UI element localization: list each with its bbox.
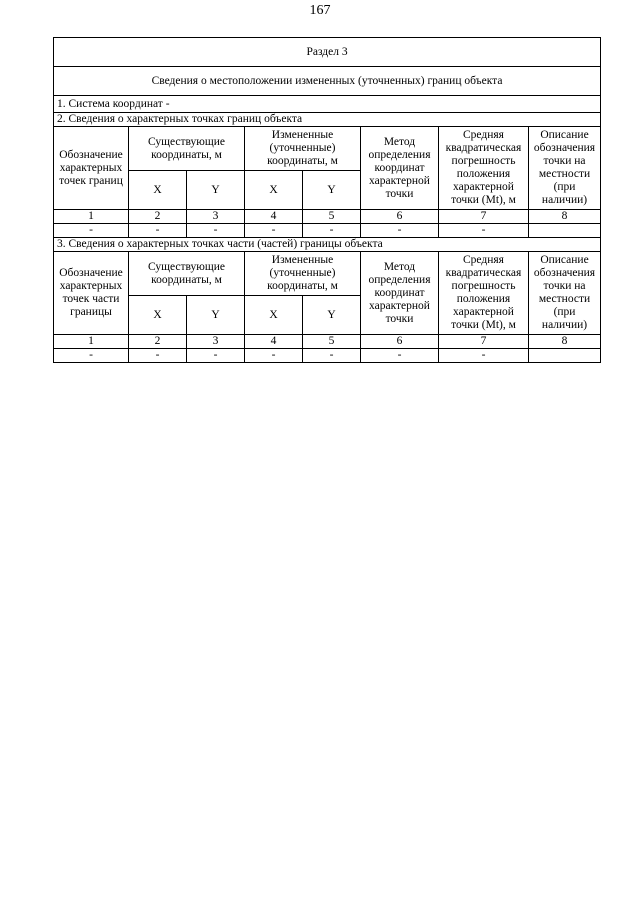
part3-col-existing: Существующие координаты, м	[129, 252, 245, 296]
table-cell: -	[54, 349, 129, 363]
table-cell: -	[439, 224, 529, 238]
part2-col-method: Метод определения координат характерной точки	[361, 127, 439, 210]
part2-number-row	[54, 210, 601, 224]
part2-number: 1	[54, 210, 129, 224]
part3-col-accuracy: Средняя квадратическая погрешность положения характерной точки (Mt), м	[439, 252, 529, 335]
part3-number: 7	[439, 335, 529, 349]
part2-col-description: Описание обозначения точки на местности (при наличии)	[529, 127, 601, 210]
part2-col-accuracy: Средняя квадратическая погрешность положения характерной точки (Mt), м	[439, 127, 529, 210]
table-cell: -	[187, 349, 245, 363]
part3-existing-x: X	[129, 296, 187, 335]
coordinate-system: 1. Система координат -	[54, 96, 601, 113]
part3-col-method: Метод определения координат характерной точки	[361, 252, 439, 335]
part2-number: 6	[361, 210, 439, 224]
table-cell: -	[54, 224, 129, 238]
part3-number: 2	[129, 335, 187, 349]
part3-number: 6	[361, 335, 439, 349]
part2-changed-y: Y	[303, 171, 361, 210]
table-row	[54, 224, 601, 238]
table-cell: -	[245, 224, 303, 238]
part3-number: 8	[529, 335, 601, 349]
table-cell: -	[361, 349, 439, 363]
part3-col-designation: Обозначение характерных точек части границы	[54, 252, 129, 335]
part3-number: 1	[54, 335, 129, 349]
section-subtitle: Сведения о местоположении измененных (уточненных) границ объекта	[54, 67, 601, 96]
section-title: Раздел 3	[54, 38, 601, 67]
table-cell: -	[303, 224, 361, 238]
page-number: 167	[309, 3, 331, 18]
table-row	[54, 349, 601, 363]
part3-number: 3	[187, 335, 245, 349]
part2-number: 5	[303, 210, 361, 224]
part3-existing-y: Y	[187, 296, 245, 335]
table-cell	[529, 224, 601, 238]
part2-number: 8	[529, 210, 601, 224]
part3-heading: 3. Сведения о характерных точках части (частей) границы объекта	[54, 238, 601, 252]
table-cell: -	[187, 224, 245, 238]
section-3-table	[53, 37, 601, 363]
part2-col-existing: Существующие координаты, м	[129, 127, 245, 171]
table-cell: -	[245, 349, 303, 363]
part3-number: 5	[303, 335, 361, 349]
part3-changed-x: X	[245, 296, 303, 335]
part2-col-designation: Обозначение характерных точек границ	[54, 127, 129, 210]
part3-col-changed: Измененные (уточненные) координаты, м	[245, 252, 361, 296]
table-cell: -	[129, 224, 187, 238]
part3-col-description: Описание обозначения точки на местности (при наличии)	[529, 252, 601, 335]
part2-changed-x: X	[245, 171, 303, 210]
part3-number-row	[54, 335, 601, 349]
part2-number: 4	[245, 210, 303, 224]
table-cell: -	[303, 349, 361, 363]
part2-number: 2	[129, 210, 187, 224]
part2-heading: 2. Сведения о характерных точках границ объекта	[54, 113, 601, 127]
table-cell: -	[129, 349, 187, 363]
table-cell: -	[439, 349, 529, 363]
part3-number: 4	[245, 335, 303, 349]
part3-changed-y: Y	[303, 296, 361, 335]
part2-number: 3	[187, 210, 245, 224]
part2-existing-x: X	[129, 171, 187, 210]
part2-existing-y: Y	[187, 171, 245, 210]
part2-number: 7	[439, 210, 529, 224]
table-cell	[529, 349, 601, 363]
table-cell: -	[361, 224, 439, 238]
part2-col-changed: Измененные (уточненные) координаты, м	[245, 127, 361, 171]
